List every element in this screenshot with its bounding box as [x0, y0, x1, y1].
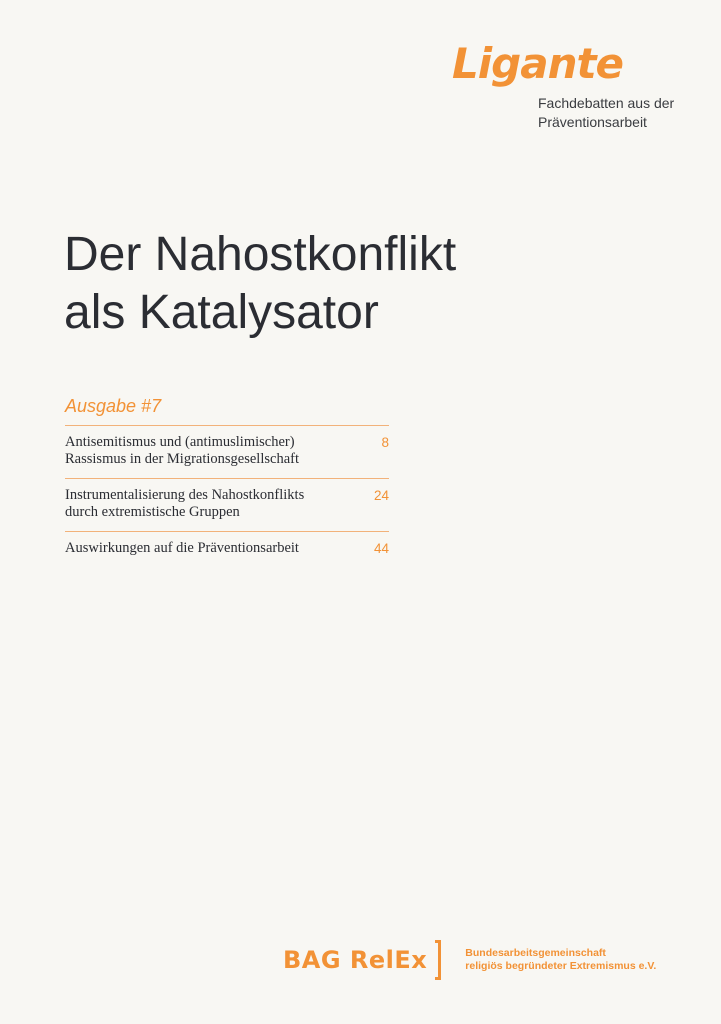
- org-line-2: religiös begründeter Extremismus e.V.: [465, 960, 657, 972]
- tagline-line-1: Fachdebatten aus der: [538, 95, 675, 111]
- toc-item-title: [65, 540, 350, 557]
- toc-item-title: [65, 487, 350, 521]
- toc-item[interactable]: [65, 425, 389, 478]
- title-line-2: als Katalysator: [64, 286, 379, 339]
- toc-item-page: 24: [373, 488, 389, 503]
- organization-name: [465, 947, 656, 973]
- org-line-1: Bundesarbeitsgemeinschaft: [465, 947, 606, 959]
- toc-item-title-line: durch extremistische Gruppen: [65, 504, 240, 520]
- toc-item[interactable]: [65, 531, 389, 567]
- title-line-1: Der Nahostkonflikt: [64, 228, 457, 281]
- toc-item-title-line: Antisemitismus und (antimuslimischer): [65, 434, 295, 450]
- brand-tagline: [538, 94, 718, 132]
- toc-item-title: [65, 434, 350, 468]
- bracket-icon: [435, 940, 441, 980]
- issue-number: Ausgabe #7: [65, 396, 162, 416]
- toc-item-title-line: Instrumentalisierung des Nahostkonflikts: [65, 487, 305, 503]
- tagline-line-2: Präventionsarbeit: [538, 114, 647, 130]
- toc-item[interactable]: [65, 478, 389, 531]
- page-title: [64, 226, 624, 342]
- bag-relex-logo: BAG RelEx: [283, 946, 428, 974]
- toc-item-page: 44: [373, 541, 389, 556]
- footer-logo-block: [283, 940, 656, 980]
- toc-item-page: 8: [381, 435, 389, 450]
- brand-block: [452, 38, 675, 130]
- ligante-logo: Ligante: [452, 39, 624, 88]
- table-of-contents: [65, 425, 389, 567]
- toc-item-title-line: Auswirkungen auf die Präventionsarbeit: [65, 540, 299, 556]
- toc-item-title-line: Rassismus in der Migrationsgesellschaft: [65, 451, 299, 467]
